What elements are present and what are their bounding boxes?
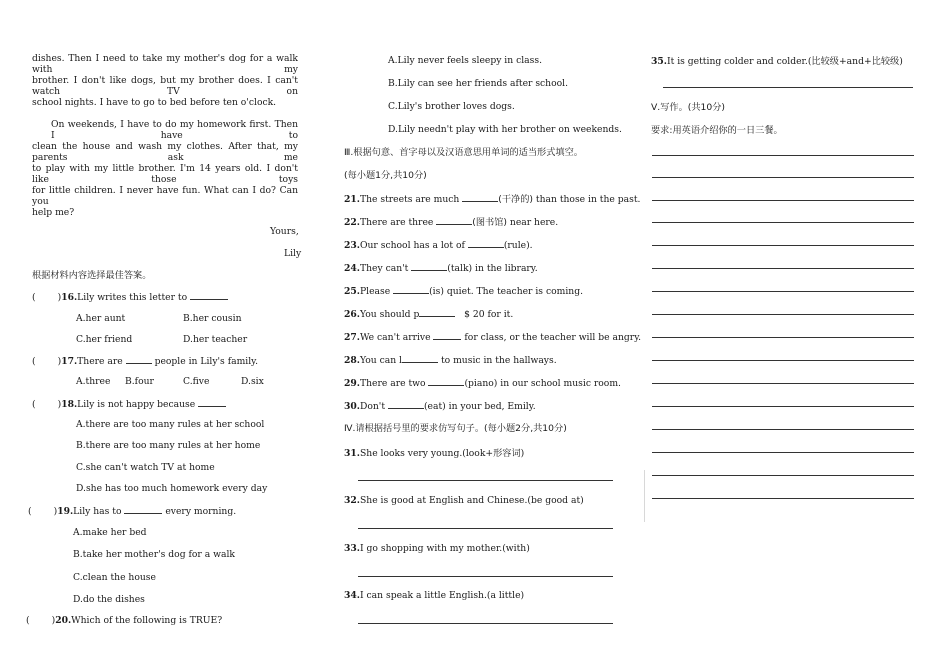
option-c[interactable]: C.clean the house <box>73 572 156 583</box>
writing-line[interactable] <box>652 245 914 246</box>
answer-blank[interactable] <box>190 291 228 300</box>
fill-item-24: 24.They can't (talk) in the library. <box>344 263 538 274</box>
option-c[interactable]: C.she can't watch TV at home <box>76 462 215 473</box>
fill-blank[interactable] <box>402 354 438 363</box>
writing-line[interactable] <box>652 406 914 407</box>
writing-line[interactable] <box>652 360 914 361</box>
writing-line[interactable] <box>652 222 914 223</box>
option-a[interactable]: A.three <box>76 376 111 387</box>
reading-instruction: 根据材料内容选择最佳答案。 <box>32 270 152 281</box>
answer-line[interactable] <box>358 528 613 529</box>
option-d[interactable]: D.Lily needn't play with her brother on weekends. <box>388 124 622 135</box>
fill-blank[interactable] <box>462 193 498 202</box>
writing-line[interactable] <box>652 155 914 156</box>
fill-blank[interactable] <box>388 400 424 409</box>
fill-blank[interactable] <box>411 262 447 271</box>
option-b[interactable]: B.four <box>125 376 154 387</box>
option-b[interactable]: B.take her mother's dog for a walk <box>73 549 235 560</box>
option-c[interactable]: C.Lily's brother loves dogs. <box>388 101 515 112</box>
section-3-title: Ⅲ.根据句意、首字母以及汉语意思用单词的适当形式填空。 <box>344 147 583 158</box>
passage-line: On weekends, I have to do my homework first. Then I have to <box>51 119 298 142</box>
answer-paren[interactable]: ( ) <box>32 356 62 367</box>
fill-item-26: 26.You should p $ 20 for it. <box>344 309 514 320</box>
writing-line[interactable] <box>652 314 914 315</box>
fill-blank[interactable] <box>433 331 461 340</box>
writing-requirement: 要求:用英语介绍你的一日三餐。 <box>651 125 783 136</box>
letter-signature: Lily <box>284 248 302 259</box>
answer-blank[interactable] <box>126 355 152 364</box>
fold-mark <box>644 470 645 522</box>
answer-paren[interactable]: ( ) <box>32 292 62 303</box>
writing-line[interactable] <box>652 337 914 338</box>
answer-paren[interactable]: ( ) <box>26 615 56 626</box>
exam-page: dishes. Then I need to take my mother's dog for a walk with my brother. I don't like dogs, but my brother does. I can't watch TV on school nights. I have to go to bed before ten o'clock. On weekends, I have to do my homework first. Then I have to clean the house and wash my clothes. After that, my parents ask me to play with my little brother. I'm 14 years old. I don't like those toys for little children. I never have fun. What can I do? Can you help me? Yours, Lily 根据材料内容选择最佳答案。 ( )16.Lily writes this letter to A.her aunt B.her cousin C.her friend D.her teacher ( )17.There are people in Lily's family. A.three B.four C.five D.six ( )18.Lily is not happy because A.there are too many rules at her school B.there are too many rules at her home C.she can't watch TV at home D.she has too much homework every day ( )19.Lily has to every morning. A.make her bed B.take her mother's dog for a walk C.clean the house D.do the dishes ( )20.Which of the following is TRUE? A.Lily never feels sleepy in class. B.Lily can see her friends after school. C.Lily's brother loves dogs. D.Lily needn't play with her brother on weekends. Ⅲ.根据句意、首字母以及汉语意思用单词的适当形式填空。 (每小题1分,共10分) 21.The streets are much (干净的) than those in the past. 22.There are three (图书馆) near here. 23.Our school has a lot of (rule). 24.They can't (talk) in the library. 25.Please (is) quiet. The teacher is coming. 26.You should p $ 20 for it. 27.We can't arrive for class, or the teacher will be angry. 28.You can l to music in the hallways. 29.There are two (piano) in our school music room. 30.Don't (eat) in your bed, Emily. Ⅳ.请根据括号里的要求仿写句子。(每小题2分,共10分) 31.She looks very young.(look+形容词) 32.She is good at English and Chinese.(be good at) 33.I go shopping with my mother.(with) 34.I can speak a little English.(a little) 35.It is getting colder and colder.(比较级+and+比较级) Ⅴ.写作。(共10分) 要求:用英语介绍你的一日三餐。 <box>0 0 950 672</box>
writing-line[interactable] <box>652 452 914 453</box>
fill-item-27: 27.We can't arrive for class, or the teacher will be angry. <box>344 332 642 343</box>
writing-line[interactable] <box>652 429 914 430</box>
passage-line: clean the house and wash my clothes. After that, my parents ask me <box>32 141 298 164</box>
answer-line[interactable] <box>358 480 613 481</box>
section-5-title: Ⅴ.写作。(共10分) <box>651 102 726 113</box>
answer-paren[interactable]: ( ) <box>32 399 62 410</box>
answer-blank[interactable] <box>124 505 162 514</box>
rewrite-item-31: 31.She looks very young.(look+形容词) <box>344 448 525 459</box>
answer-line[interactable] <box>358 576 613 577</box>
rewrite-item-33: 33.I go shopping with my mother.(with) <box>344 543 530 554</box>
option-c[interactable]: C.five <box>183 376 210 387</box>
rewrite-item-35: 35.It is getting colder and colder.(比较级+and+比较级) <box>651 56 903 67</box>
question-20-stem: ( )20.Which of the following is TRUE? <box>26 615 223 626</box>
letter-closing: Yours, <box>270 226 299 237</box>
fill-item-29: 29.There are two (piano) in our school music room. <box>344 378 621 389</box>
section-4-title: Ⅳ.请根据括号里的要求仿写句子。(每小题2分,共10分) <box>344 423 567 434</box>
fill-item-23: 23.Our school has a lot of (rule). <box>344 240 533 251</box>
answer-paren[interactable]: ( ) <box>28 506 58 517</box>
answer-line[interactable] <box>358 623 613 624</box>
option-a[interactable]: A.Lily never feels sleepy in class. <box>388 55 542 66</box>
fill-blank[interactable] <box>436 216 472 225</box>
passage-line: to play with my little brother. I'm 14 years old. I don't like those toys <box>32 163 298 186</box>
fill-blank[interactable] <box>468 239 504 248</box>
fill-item-30: 30.Don't (eat) in your bed, Emily. <box>344 401 536 412</box>
passage-line: help me? <box>32 207 75 218</box>
fill-blank[interactable] <box>393 285 429 294</box>
writing-line[interactable] <box>652 475 914 476</box>
writing-line[interactable] <box>652 177 914 178</box>
option-b[interactable]: B.her cousin <box>183 313 242 324</box>
fill-blank[interactable] <box>419 308 455 317</box>
fill-item-22: 22.There are three (图书馆) near here. <box>344 217 559 228</box>
section-3-score: (每小题1分,共10分) <box>344 170 427 181</box>
option-d[interactable]: D.she has too much homework every day <box>76 483 268 494</box>
answer-line[interactable] <box>663 87 913 88</box>
passage-line: dishes. Then I need to take my mother's dog for a walk with my <box>32 53 298 76</box>
passage-line: for little children. I never have fun. What can I do? Can you <box>32 185 298 208</box>
option-a[interactable]: A.there are too many rules at her school <box>76 419 265 430</box>
option-a[interactable]: A.make her bed <box>73 527 147 538</box>
writing-line[interactable] <box>652 498 914 499</box>
option-d[interactable]: D.her teacher <box>183 334 248 345</box>
writing-line[interactable] <box>652 200 914 201</box>
fill-item-25: 25.Please (is) quiet. The teacher is coming. <box>344 286 583 297</box>
option-d[interactable]: D.six <box>241 376 264 387</box>
fill-item-21: 21.The streets are much (干净的) than those in the past. <box>344 194 641 205</box>
option-a[interactable]: A.her aunt <box>76 313 126 324</box>
option-d[interactable]: D.do the dishes <box>73 594 145 605</box>
option-c[interactable]: C.her friend <box>76 334 133 345</box>
writing-line[interactable] <box>652 291 914 292</box>
option-b[interactable]: B.Lily can see her friends after school. <box>388 78 569 89</box>
writing-line[interactable] <box>652 383 914 384</box>
answer-blank[interactable] <box>198 398 226 407</box>
option-b[interactable]: B.there are too many rules at her home <box>76 440 261 451</box>
fill-blank[interactable] <box>428 377 464 386</box>
writing-line[interactable] <box>652 268 914 269</box>
rewrite-item-32: 32.She is good at English and Chinese.(be good at) <box>344 495 584 506</box>
fill-item-28: 28.You can l to music in the hallways. <box>344 355 557 366</box>
rewrite-item-34: 34.I can speak a little English.(a little) <box>344 590 525 601</box>
passage-line: school nights. I have to go to bed before ten o'clock. <box>32 97 277 108</box>
passage-line: brother. I don't like dogs, but my brother does. I can't watch TV on <box>32 75 298 98</box>
